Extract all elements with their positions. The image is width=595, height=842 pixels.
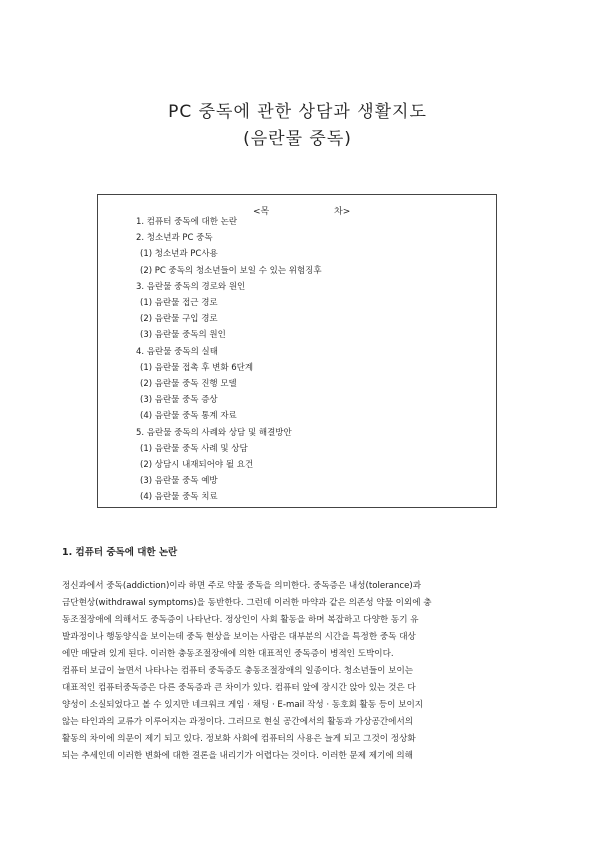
toc-item: 3. 음란물 중독의 경로와 원인	[136, 281, 246, 292]
table-of-contents	[97, 194, 497, 508]
toc-item: 1. 컴퓨터 중독에 대한 논란	[136, 217, 238, 227]
toc-item: (3) 음란물 중독 예방	[140, 476, 218, 487]
toc-item: (2) PC 중독의 청소년들이 보일 수 있는 위험징후	[140, 265, 322, 276]
paragraph-line: 되는 추세인데 이러한 변화에 대한 결론을 내리기가 어렵다는 것이다. 이러한 문제 제기에 의해	[62, 751, 413, 761]
toc-item: (1) 청소년과 PC사용	[140, 249, 218, 260]
toc-item: (1) 음란물 접촉 후 변화 6단계	[140, 362, 254, 373]
paragraph-line: 정신과에서 중독(addiction)이라 하면 주로 약물 중독을 의미한다. 중독증은 내성(tolerance)과	[62, 581, 422, 591]
toc-header-right: 차>	[334, 207, 351, 217]
toc-item: (4) 음란물 중독 치료	[140, 492, 218, 503]
paragraph-line: 컴퓨터 보급이 늘면서 나타나는 컴퓨터 중독증도 충동조절장애의 일종이다. 청소년들이 보이는	[62, 666, 414, 676]
toc-item: (1) 음란물 중독 사례 및 상담	[140, 443, 248, 454]
document-subtitle: (음란물 중독)	[243, 129, 352, 149]
paragraph-line: 활동의 차이에 의문이 제기 되고 있다. 정보화 사회에 컴퓨터의 사용은 늘게 되고 그것이 정상화	[62, 734, 416, 744]
toc-item: (2) 상담시 내재되어야 될 요건	[140, 460, 254, 471]
toc-item: (2) 음란물 구입 경로	[140, 314, 218, 325]
section-body	[62, 578, 534, 765]
toc-item: (3) 음란물 중독의 원인	[140, 330, 226, 341]
paragraph-line: 양성이 소실되었다고 볼 수 있지만 네크워크 게임 · 채팅 · E-mail 작성 · 동호회 활동 등이 보이지	[62, 700, 424, 710]
paragraph-line: 대표적인 컴퓨터중독증은 다른 중독증과 큰 차이가 있다. 컴퓨터 앞에 장시간 앉아 있는 것은 다	[62, 683, 416, 693]
paragraph-line: 않는 타인과의 교류가 이루어지는 과정이다. 그러므로 현실 공간에서의 활동과 가상공간에서의	[62, 717, 414, 727]
toc-item: 4. 음란물 중독의 실태	[136, 346, 218, 357]
toc-item: (4) 음란물 중독 통계 자료	[140, 411, 237, 422]
toc-item: 2. 청소년과 PC 중독	[136, 233, 213, 244]
toc-item: (3) 음란물 중독 증상	[140, 395, 218, 406]
document-title: PC 중독에 관한 상담과 생활지도	[168, 102, 427, 122]
toc-header-left: <목	[253, 207, 270, 217]
toc-item: 5. 음란물 중독의 사례와 상담 및 해결방안	[136, 427, 292, 438]
toc-item: (2) 음란물 중독 진행 모델	[140, 379, 237, 390]
toc-item: (1) 음란물 접근 경로	[140, 298, 218, 309]
paragraph-line: 금단현상(withdrawal symptoms)을 동반한다. 그런데 이러한 마약과 같은 의존성 약물 이외에 충	[62, 598, 432, 608]
paragraph-line: 동조절장애에 의해서도 중독증이 나타난다. 정상인이 사회 활동을 하며 복잡하고 다양한 동기 유	[62, 615, 419, 625]
toc-list	[136, 214, 322, 506]
paragraph-line: 발과정이나 행동양식을 보이는데 중독 현상을 보이는 사람은 대부분의 시간을 특정한 중독 대상	[62, 632, 416, 642]
section-heading: 1. 컴퓨터 중독에 대한 논란	[62, 547, 178, 558]
paragraph-line: 에만 매달려 있게 된다. 이러한 충동조절장애에 의한 대표적인 중독증이 병적인 도박이다.	[62, 649, 394, 659]
